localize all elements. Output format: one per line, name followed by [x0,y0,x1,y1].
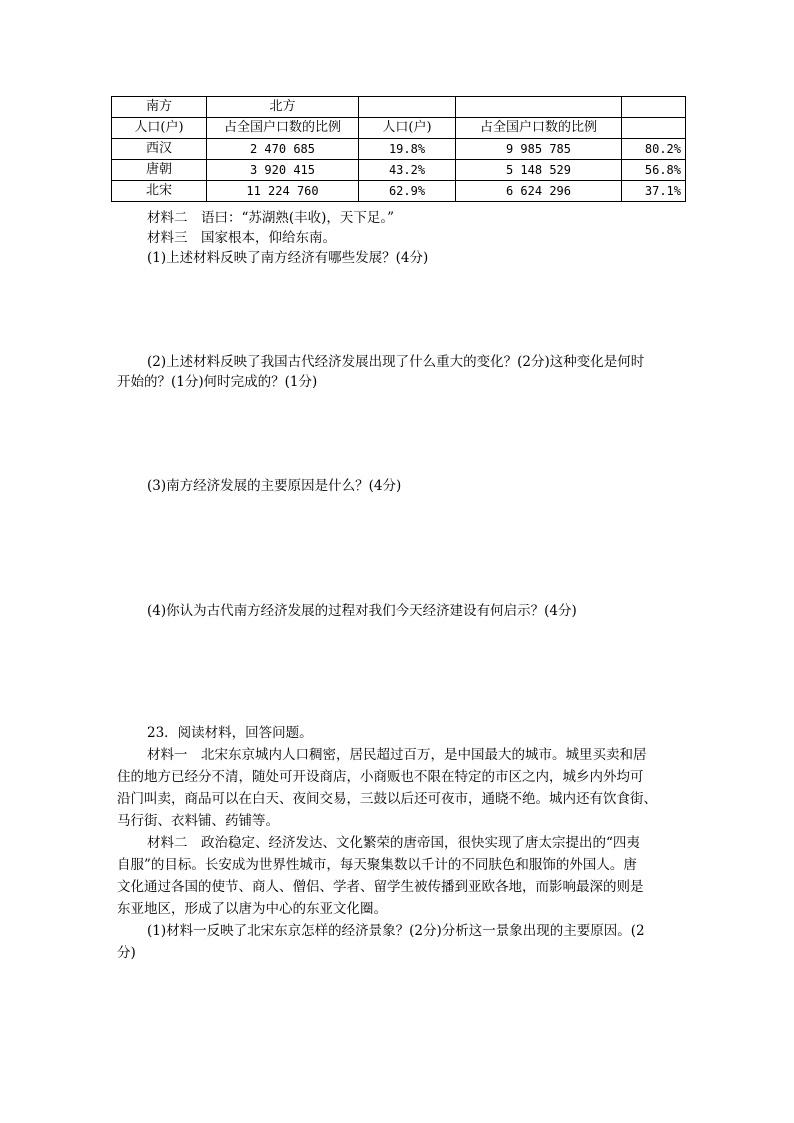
header-cell: 南方 [112,97,207,118]
question-3: (3)南方经济发展的主要原因是什么？(4分) [147,478,402,494]
table-cell: 3 920 415 [207,160,359,181]
header-cell: 人口(户) [112,118,207,139]
material-one-line: 住的地方已经分不清，随处可开设商店，小商贩也不限在特定的市区之内，城乡内外均可 [117,769,644,785]
question-1: (1)上述材料反映了南方经济有哪些发展？(4分) [147,250,429,266]
header-cell: 占全国户口数的比例 [207,118,359,139]
table-header-row [112,97,686,118]
table-cell: 5 148 529 [456,160,622,181]
question-4: (4)你认为古代南方经济发展的过程对我们今天经济建设有何启示？(4分) [147,603,577,619]
material-two: 材料二 语曰：“苏湖熟(丰收)，天下足。” [147,210,395,226]
question-2-cont: 开始的？(1分)何时完成的？(1分) [117,374,318,390]
table-cell: 56.8% [622,160,686,181]
material-three: 材料三 国家根本，仰给东南。 [147,230,336,246]
material-one-line: 沿门叫卖，商品可以在白天、夜间交易，三鼓以后还可夜市，通晓不绝。城内还有饮食街、 [117,791,657,807]
dynasty-cell: 西汉 [112,139,207,160]
material-two-line: 材料二 政治稳定、经济发达、文化繁荣的唐帝国，很快实现了唐太宗提出的“四夷 [147,835,640,851]
population-table [111,96,686,202]
header-cell: 占全国户口数的比例 [456,118,622,139]
header-cell: 北方 [207,97,359,118]
table-header-row [112,118,686,139]
question-23-1-cont: 分) [117,945,136,961]
table-cell: 43.2% [359,160,456,181]
material-one-line: 材料一 北宋东京城内人口稠密，居民超过百万，是中国最大的城市。城里买卖和居 [147,747,647,763]
material-one-line: 马行街、衣料铺、药铺等。 [117,813,279,829]
header-cell [456,97,622,118]
header-cell: 人口(户) [359,118,456,139]
table-cell: 37.1% [622,181,686,202]
question-2: (2)上述材料反映了我国古代经济发展出现了什么重大的变化？(2分)这种变化是何时 [147,354,645,370]
table-cell: 11 224 760 [207,181,359,202]
dynasty-cell: 唐朝 [112,160,207,181]
material-two-line: 文化通过各国的使节、商人、僧侣、学者、留学生被传播到亚欧各地，而影响最深的则是 [117,879,644,895]
header-cell [622,118,686,139]
header-cell [359,97,456,118]
table-row [112,139,686,160]
table-cell: 80.2% [622,139,686,160]
header-cell [622,97,686,118]
dynasty-cell: 北宋 [112,181,207,202]
question-23-title: 23．阅读材料，回答问题。 [147,725,313,741]
table-cell: 2 470 685 [207,139,359,160]
material-two-line: 东亚地区，形成了以唐为中心的东亚文化圈。 [117,901,387,917]
material-two-line: 自服”的目标。长安成为世界性城市，每天聚集数以千计的不同肤色和服饰的外国人。唐 [117,857,637,873]
table-cell: 6 624 296 [456,181,622,202]
table-row [112,160,686,181]
table-cell: 19.8% [359,139,456,160]
question-23-1: (1)材料一反映了北宋东京怎样的经济景象？(2分)分析这一景象出现的主要原因。(2 [147,923,645,939]
table-cell: 62.9% [359,181,456,202]
table-cell: 9 985 785 [456,139,622,160]
table-row [112,181,686,202]
